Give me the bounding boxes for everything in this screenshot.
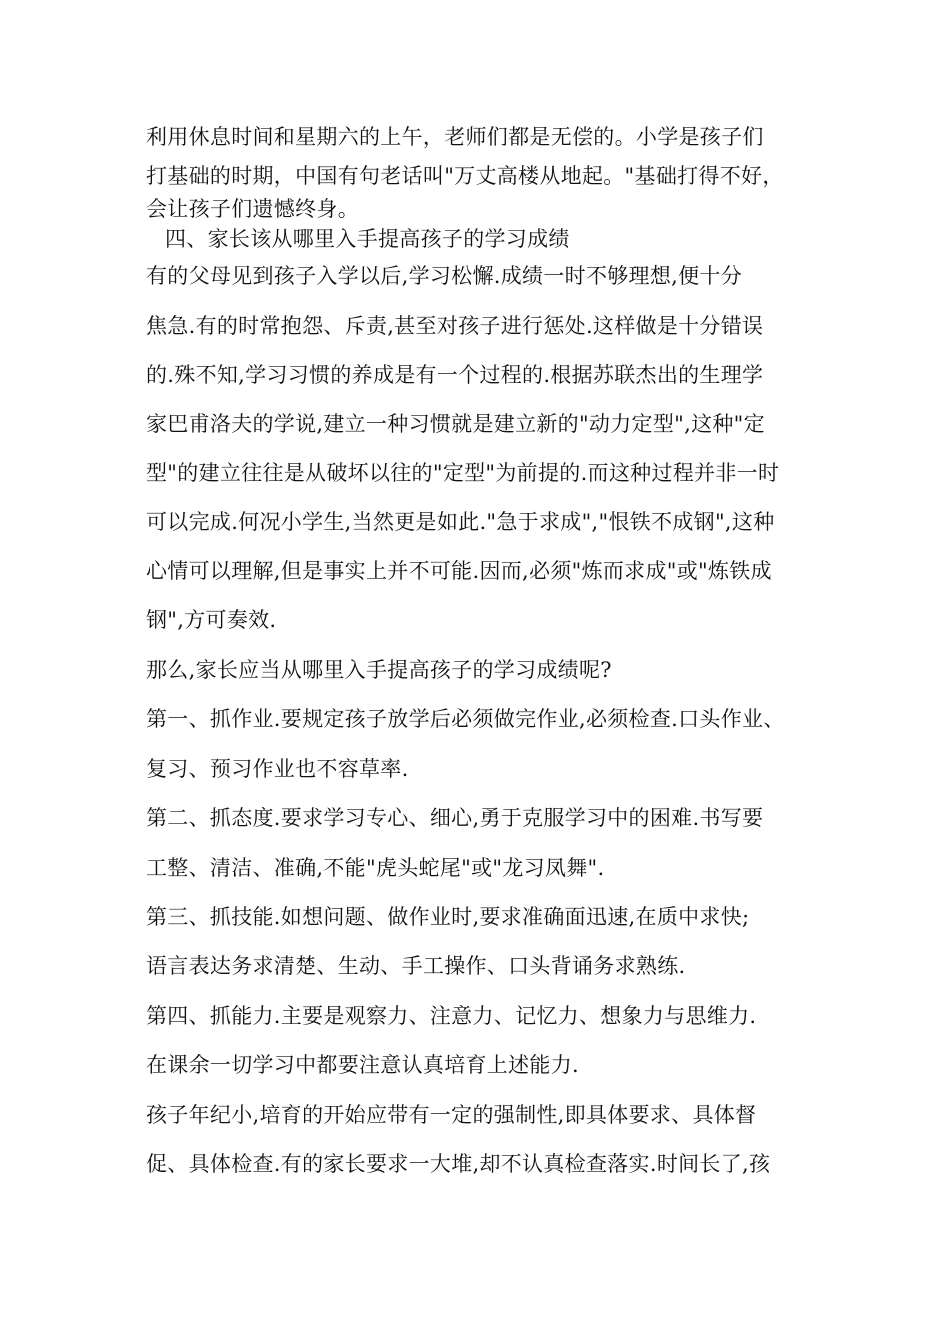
- text-line: 打基础的时期，中国有句老话叫"万丈高楼从地起。"基础打得不好，: [146, 164, 784, 188]
- text-line: 第三、抓技能.如想问题、做作业时,要求准确面迅速,在质中求快;: [146, 905, 750, 929]
- text-line: 有的父母见到孩子入学以后,学习松懈.成绩一时不够理想,便十分: [146, 264, 743, 288]
- text-line: 工整、清洁、准确,不能"虎头蛇尾"或"龙习凤舞".: [146, 856, 605, 880]
- text-line: 孩子年纪小,培育的开始应带有一定的强制性,即具体要求、具体督: [146, 1103, 757, 1127]
- text-line: 钢",方可奏效.: [146, 608, 277, 632]
- text-line: 会让孩子们遗憾终身。: [146, 197, 359, 221]
- text-line: 型"的建立往往是从破坏以往的"定型"为前提的.而这种过程并非一时: [146, 461, 780, 485]
- text-line: 第四、抓能力.主要是观察力、注意力、记忆力、想象力与思维力.: [146, 1004, 757, 1028]
- text-line: 复习、预习作业也不容草率.: [146, 757, 409, 781]
- text-line: 焦急.有的时常抱怨、斥责,甚至对孩子进行惩处.这样做是十分错误: [146, 314, 764, 338]
- text-line: 语言表达务求清楚、生动、手工操作、口头背诵务求熟练.: [146, 954, 686, 978]
- section-heading: 四、家长该从哪里入手提高孩子的学习成绩: [165, 227, 570, 251]
- text-line: 那么,家长应当从哪里入手提高孩子的学习成绩呢?: [146, 658, 612, 682]
- text-line: 第一、抓作业.要规定孩子放学后必须做完作业,必须检查.口头作业、: [146, 707, 785, 731]
- text-line: 的.殊不知,学习习惯的养成是有一个过程的.根据苏联杰出的生理学: [146, 363, 764, 387]
- text-line: 心情可以理解,但是事实上并不可能.因而,必须"炼而求成"或"炼铁成: [146, 559, 772, 583]
- text-line: 家巴甫洛夫的学说,建立一种习惯就是建立新的"动力定型",这种"定: [146, 412, 765, 436]
- text-line: 第二、抓态度.要求学习专心、细心,勇于克服学习中的困难.书写要: [146, 806, 764, 830]
- text-line: 在课余一切学习中都要注意认真培育上述能力.: [146, 1053, 579, 1077]
- text-line: 利用休息时间和星期六的上午，老师们都是无偿的。小学是孩子们: [146, 125, 764, 149]
- text-line: 促、具体检查.有的家长要求一大堆,却不认真检查落实.时间长了,孩: [146, 1152, 771, 1176]
- text-line: 可以完成.何况小学生,当然更是如此."急于求成","恨铁不成钢",这种: [146, 510, 775, 534]
